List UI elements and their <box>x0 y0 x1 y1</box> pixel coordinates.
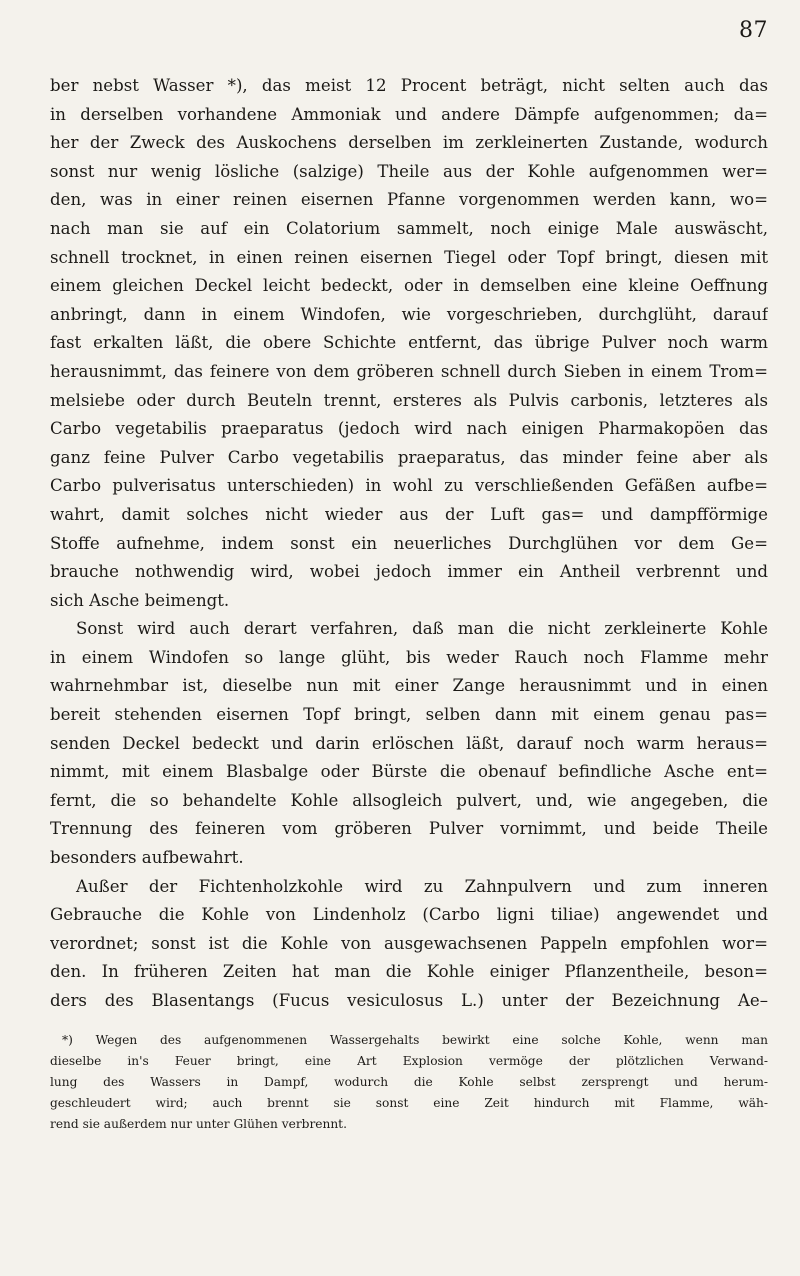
text-line: in einem Windofen so lange glüht, bis weder Rauch noch Flamme mehr <box>50 647 768 667</box>
footnote-line: rend sie außerdem nur unter Glühen verbrennt. <box>50 1117 347 1131</box>
text-line: melsiebe oder durch Beuteln trennt, ersteres als Pulvis carbonis, letzteres als <box>50 390 768 410</box>
text-line: senden Deckel bedeckt und darin erlöschen läßt, darauf noch warm heraus= <box>50 733 768 753</box>
text-line: den, was in einer reinen eisernen Pfanne vorgenommen werden kann, wo= <box>50 190 768 210</box>
footnote-line: geschleudert wird; auch brennt sie sonst eine Zeit hindurch mit Flamme, wäh- <box>50 1096 768 1110</box>
text-line: Gebrauche die Kohle von Lindenholz (Carbo ligni tiliae) angewendet und <box>50 905 768 925</box>
text-line: ders des Blasentangs (Fucus vesiculosus L.) unter der Bezeichnung Ae– <box>50 991 768 1010</box>
text-line: wahrt, damit solches nicht wieder aus der Luft gas= und dampfförmige <box>50 504 768 524</box>
text-line: Sonst wird auch derart verfahren, daß man die nicht zerkleinerte Kohle <box>76 619 768 639</box>
paragraph-3 <box>50 873 768 1016</box>
text-line: Außer der Fichtenholzkohle wird zu Zahnpulvern und zum inneren <box>76 876 768 896</box>
text-line: wahrnehmbar ist, dieselbe nun mit einer Zange herausnimmt und in einen <box>50 676 768 696</box>
paragraph-2 <box>50 615 768 872</box>
footnote-line: lung des Wassers in Dampf, wodurch die Kohle selbst zersprengt und herum- <box>50 1075 768 1089</box>
book-page <box>50 18 768 1258</box>
text-line: fernt, die so behandelte Kohle allsogleich pulvert, und, wie angegeben, die <box>50 790 768 810</box>
text-line: Trennung des feineren vom gröberen Pulver vornimmt, und beide Theile <box>50 819 768 839</box>
text-line: in derselben vorhandene Ammoniak und andere Dämpfe aufgenommen; da= <box>50 104 768 124</box>
text-line: einem gleichen Deckel leicht bedeckt, oder in demselben eine kleine Oeffnung <box>50 276 768 296</box>
text-line: ber nebst Wasser *), das meist 12 Procent beträgt, nicht selten auch das <box>50 76 768 95</box>
text-line: her der Zweck des Auskochens derselben im zerkleinerten Zustande, wodurch <box>50 133 768 153</box>
text-line: herausnimmt, das feinere von dem gröberen schnell durch Sieben in einem Trom= <box>50 361 768 381</box>
text-line: Carbo vegetabilis praeparatus (jedoch wird nach einigen Pharmakopöen das <box>50 419 768 439</box>
footnote <box>50 1030 768 1135</box>
text-line: schnell trocknet, in einen reinen eisernen Tiegel oder Topf bringt, diesen mit <box>50 247 768 267</box>
text-line: nimmt, mit einem Blasbalge oder Bürste die obenauf befindliche Asche ent= <box>50 762 768 782</box>
text-line: verordnet; sonst ist die Kohle von ausgewachsenen Pappeln empfohlen wor= <box>50 933 768 953</box>
text-line: fast erkalten läßt, die obere Schichte entfernt, das übrige Pulver noch warm <box>50 333 768 353</box>
footnote-line: *) Wegen des aufgenommenen Wassergehalts bewirkt eine solche Kohle, wenn man <box>62 1033 768 1047</box>
text-line: Stoffe aufnehme, indem sonst ein neuerliches Durchglühen vor dem Ge= <box>50 533 768 553</box>
text-line: anbringt, dann in einem Windofen, wie vorgeschrieben, durchglüht, darauf <box>50 304 768 324</box>
paragraph-1 <box>50 72 768 615</box>
text-line: brauche nothwendig wird, wobei jedoch immer ein Antheil verbrennt und <box>50 562 768 582</box>
text-line: besonders aufbewahrt. <box>50 848 244 868</box>
text-line: sonst nur wenig lösliche (salzige) Theile aus der Kohle aufgenommen wer= <box>50 161 768 181</box>
text-line: Carbo pulverisatus unterschieden) in wohl zu verschließenden Gefäßen aufbe= <box>50 476 768 496</box>
text-line: ganz feine Pulver Carbo vegetabilis praeparatus, das minder feine aber als <box>50 447 768 467</box>
text-line: sich Asche beimengt. <box>50 590 230 610</box>
body-text <box>50 72 768 1016</box>
footnote-line: dieselbe in's Feuer bringt, eine Art Explosion vermöge der plötzlichen Verwand- <box>50 1054 768 1068</box>
text-line: nach man sie auf ein Colatorium sammelt, noch einige Male auswäscht, <box>50 218 768 238</box>
text-line: bereit stehenden eisernen Topf bringt, selben dann mit einem genau pas= <box>50 705 768 725</box>
text-line: den. In früheren Zeiten hat man die Kohle einiger Pflanzentheile, beson= <box>50 962 768 982</box>
page-number: 87 <box>739 18 768 43</box>
